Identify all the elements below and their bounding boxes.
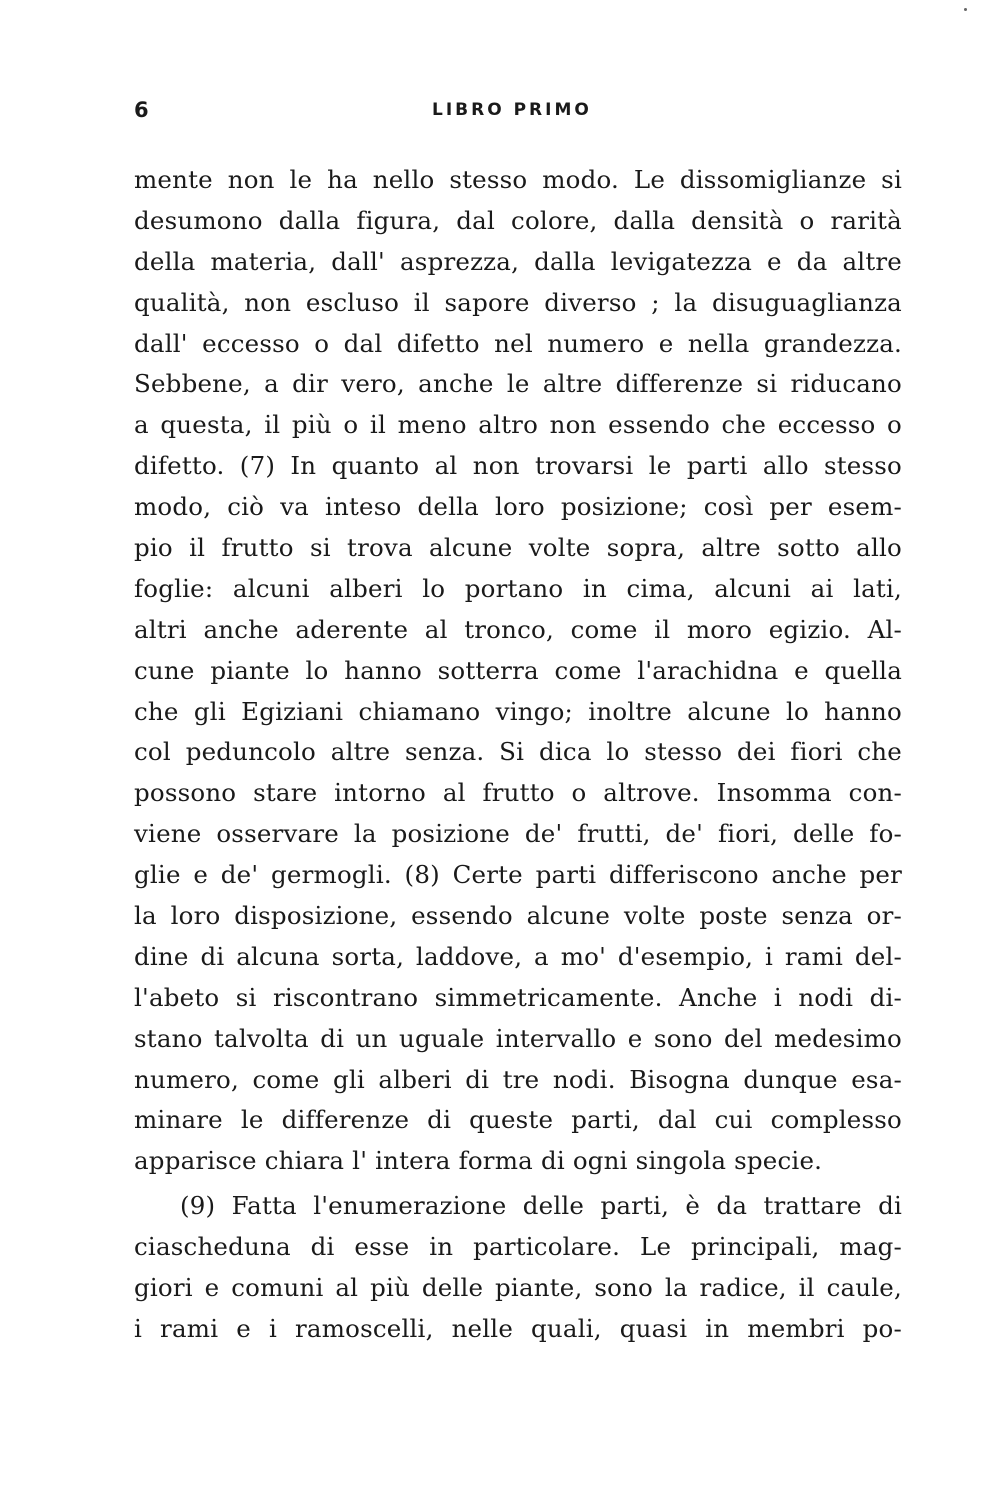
text-line: Sebbene, a dir vero, anche le altre differenze si riducano <box>134 369 902 399</box>
text-line: col peduncolo altre senza. Si dica lo stesso dei fiori che <box>134 737 902 767</box>
text-line: i rami e i ramoscelli, nelle quali, quasi in membri po- <box>134 1313 902 1343</box>
text-line: possono stare intorno al frutto o altrove. Insomma con- <box>134 778 902 808</box>
text-line: della materia, dall' asprezza, dalla levigatezza e da altre <box>134 246 902 276</box>
text-line: cune piante lo hanno sotterra come l'arachidna e quella <box>134 655 902 685</box>
text-line: altri anche aderente al tronco, come il moro egizio. Al- <box>134 614 902 644</box>
paragraph-first-line: (9) Fatta l'enumerazione delle parti, è da trattare di <box>180 1191 902 1221</box>
text-line: desumono dalla figura, dal colore, dalla densità o rarità <box>134 205 902 235</box>
text-line: dine di alcuna sorta, laddove, a mo' d'esempio, i rami del- <box>134 941 902 971</box>
text-line: l'abeto si riscontrano simmetricamente. Anche i nodi di- <box>134 982 902 1012</box>
text-line: a questa, il più o il meno altro non essendo che eccesso o <box>134 410 902 440</box>
text-line: pio il frutto si trova alcune volte sopra, altre sotto allo <box>134 533 902 563</box>
text-line: numero, come gli alberi di tre nodi. Bisogna dunque esa- <box>134 1064 902 1094</box>
body-text <box>134 160 902 1350</box>
text-line: stano talvolta di un uguale intervallo e sono del medesimo <box>134 1023 902 1053</box>
text-line: minare le differenze di queste parti, dal cui complesso <box>134 1105 902 1135</box>
page-header <box>134 98 894 132</box>
text-line: viene osservare la posizione de' frutti, de' fiori, delle fo- <box>134 819 902 849</box>
text-line: difetto. (7) In quanto al non trovarsi le parti allo stesso <box>134 451 902 481</box>
text-line: glie e de' germogli. (8) Certe parti differiscono anche per <box>134 860 902 890</box>
running-head: LIBRO PRIMO <box>432 100 592 120</box>
text-line: mente non le ha nello stesso modo. Le dissomiglianze si <box>134 165 902 194</box>
text-line: giori e comuni al più delle piante, sono la radice, il caule, <box>134 1273 902 1303</box>
text-line: foglie: alcuni alberi lo portano in cima, alcuni ai lati, <box>134 573 902 603</box>
print-speck <box>964 8 967 11</box>
text-line: apparisce chiara l' intera forma di ogni singola specie. <box>134 1146 823 1176</box>
text-line: ciascheduna di esse in particolare. Le principali, mag- <box>134 1232 902 1262</box>
text-line: la loro disposizione, essendo alcune volte poste senza or- <box>134 901 902 931</box>
text-line: che gli Egiziani chiamano vingo; inoltre alcune lo hanno <box>134 696 902 726</box>
text-line: dall' eccesso o dal difetto nel numero e nella grandezza. <box>134 328 902 358</box>
text-line: qualità, non escluso il sapore diverso ; la disuguaglianza <box>134 287 902 317</box>
page-number: 6 <box>134 98 150 122</box>
text-line: modo, ciò va inteso della loro posizione; così per esem- <box>134 492 902 522</box>
